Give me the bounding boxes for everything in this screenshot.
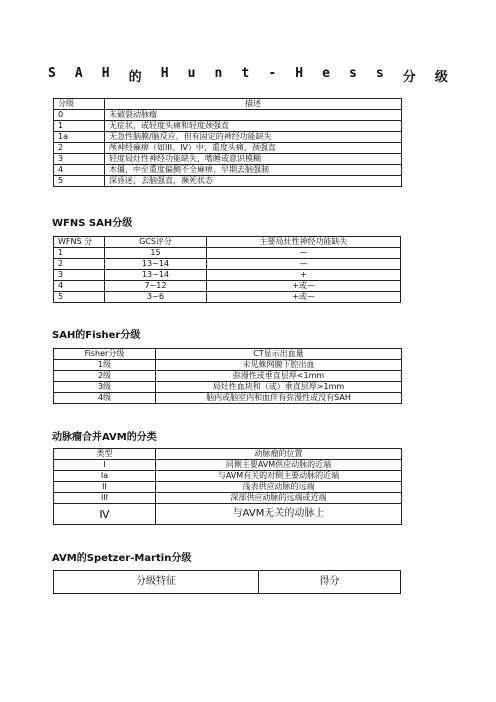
location-cell: 浅表供应动脉的远端 [156,482,402,493]
gcs-cell: 15 [105,248,207,259]
table-header-row [54,571,401,594]
table-row [54,482,402,493]
wfns-grade-cell: 5 [54,292,105,303]
header-cell: 分级特征 [54,571,259,594]
header-cell: 类型 [54,449,156,460]
table-row [54,460,402,471]
type-cell: Ⅳ [54,504,156,525]
table-row [54,471,402,482]
page-title [48,66,448,84]
header-cell: 分级 [54,99,105,110]
wfns-grade-cell: 3 [54,270,105,281]
title-char: s [375,66,384,81]
table-row [54,281,401,292]
table-row [54,259,401,270]
header-cell: WFNS 分 [54,237,105,248]
table-row [54,154,402,165]
description-cell: 木僵，中至重度偏侧不全麻痹，早期去脑强制 [105,165,402,176]
fisher-heading: SAH的Fisher分级 [52,330,141,341]
table-row [54,393,402,404]
header-cell: CT显示出血量 [156,349,402,360]
table-header-row [54,449,402,460]
description-cell: 颅神经麻痹（如III、IV）中、重度头痛，颈强直 [105,143,402,154]
gcs-cell: 3~6 [105,292,207,303]
table-row [54,371,402,382]
grade-cell: 5 [54,176,105,187]
wfns-grade-cell: 1 [54,248,105,259]
title-char: H [295,66,304,81]
description-cell: 深昏迷，去脑强直，濒死状态 [105,176,402,187]
grade-cell: 2 [54,143,105,154]
title-char: 的 [128,70,142,85]
table-header-row [54,349,402,360]
table-row [54,132,402,143]
table-row [54,493,402,504]
title-char: s [348,66,357,81]
header-cell: 得分 [259,571,401,594]
title-char: e [322,66,330,81]
gcs-cell: 7~12 [105,281,207,292]
table-row [54,143,402,154]
header-cell: Fisher分级 [54,349,156,360]
gcs-cell: 13~14 [105,270,207,281]
deficit-cell: +或— [207,292,401,303]
header-cell: 描述 [105,99,402,110]
table-row [54,504,402,525]
ct-finding-cell: 弥漫性或垂直层厚<1mm [156,371,402,382]
type-cell: Ia [54,471,156,482]
title-char: u [187,66,196,81]
table-row [54,292,401,303]
wfns-grade-cell: 2 [54,259,105,270]
table-row [54,248,401,259]
title-char: H [160,66,169,81]
title-char: - [268,66,277,81]
grade-cell: 3 [54,154,105,165]
table-row [54,270,401,281]
deficit-cell: — [207,259,401,270]
type-cell: I [54,460,156,471]
ct-finding-cell: 脑内或脑室内和血伴有弥漫性或没有SAH [156,393,402,404]
ct-finding-cell: 未见蛛网膜下腔出血 [156,360,402,371]
table-row [54,176,402,187]
location-cell: 同侧主要AVM供应动脉的近端 [156,460,402,471]
title-char: t [241,66,250,81]
description-cell: 未破裂动脉瘤 [105,110,402,121]
fisher-grade-cell: 2级 [54,371,156,382]
location-cell: 深部供应动脉的远端或近端 [156,493,402,504]
title-char: S [48,66,56,81]
description-cell: 无症状，或轻度头痛和轻度颈强直 [105,121,402,132]
table-row [54,165,402,176]
wfns-heading: WFNS SAH分级 [52,218,133,229]
grade-cell: 0 [54,110,105,121]
type-cell: III [54,493,156,504]
aneurysm-avm-heading: 动脉瘤合并AVM的分类 [52,432,157,443]
header-cell: 主要局灶性神经功能缺失 [207,237,401,248]
title-char: H [101,66,110,81]
fisher-table [53,348,402,404]
table-row [54,110,402,121]
wfns-table [53,236,401,303]
table-row [54,121,402,132]
hunt-hess-table [53,98,402,187]
location-cell: 与AVM有关的对侧主要动脉的近端 [156,471,402,482]
deficit-cell: — [207,248,401,259]
table-row [54,360,402,371]
description-cell: 无急性脑膜/脑反应，但有固定的神经功能缺失 [105,132,402,143]
grade-cell: 1a [54,132,105,143]
ct-finding-cell: 局灶性血块和（或）垂直层厚>1mm [156,382,402,393]
title-char: 分 [402,70,416,85]
wfns-grade-cell: 4 [54,281,105,292]
fisher-grade-cell: 1级 [54,360,156,371]
grade-cell: 1 [54,121,105,132]
title-char: 级 [434,70,448,85]
fisher-grade-cell: 4级 [54,393,156,404]
fisher-grade-cell: 3级 [54,382,156,393]
description-cell: 轻度局灶性神经功能缺失，嗜睡或意识模糊 [105,154,402,165]
title-char: n [214,66,223,81]
location-cell: 与AVM无关的动脉上 [156,504,402,525]
table-header-row [54,237,401,248]
header-cell: GCS评分 [105,237,207,248]
aneurysm-avm-table [53,448,402,525]
table-header-row [54,99,402,110]
spetzler-martin-heading: AVM的Spetzer-Martin分级 [52,553,192,564]
header-cell: 动脉瘤的位置 [156,449,402,460]
type-cell: II [54,482,156,493]
gcs-cell: 13~14 [105,259,207,270]
deficit-cell: + [207,270,401,281]
spetzler-martin-table [53,570,401,594]
table-row [54,382,402,393]
title-char: A [74,66,83,81]
deficit-cell: +或— [207,281,401,292]
grade-cell: 4 [54,165,105,176]
